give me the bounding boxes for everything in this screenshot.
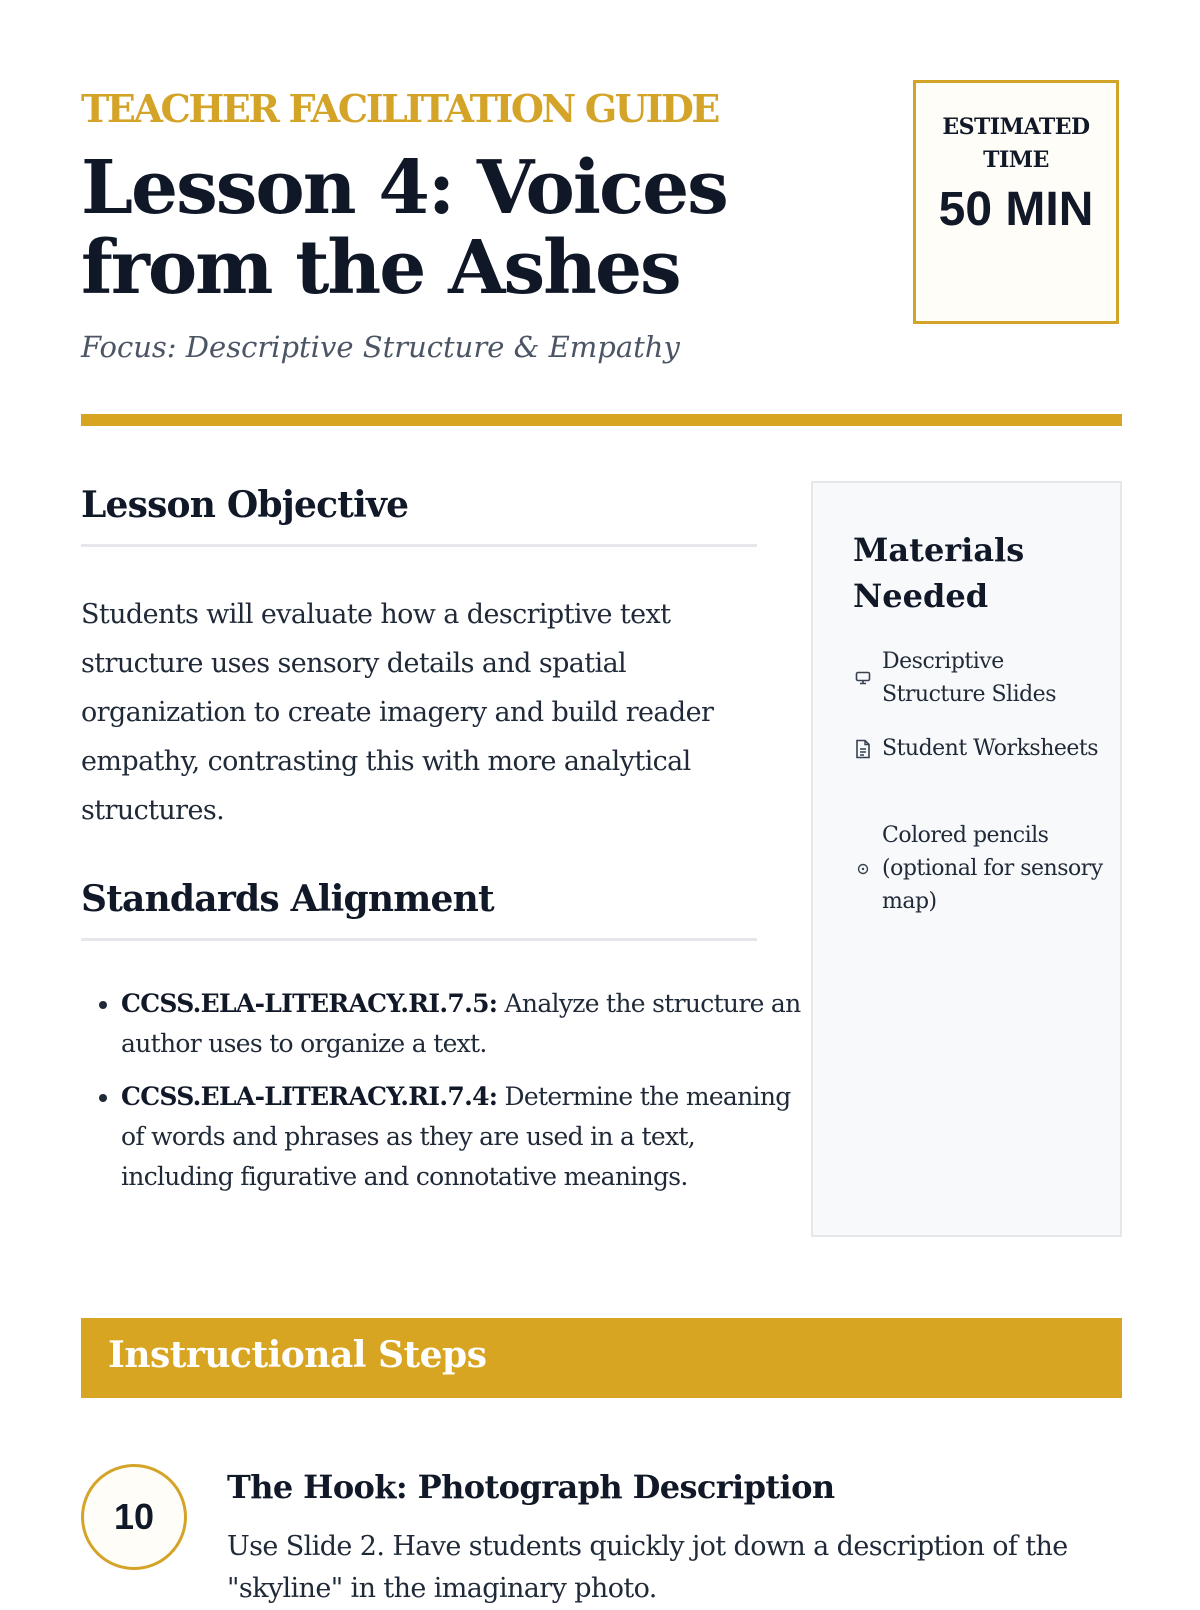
standard-item	[121, 984, 801, 1064]
lesson-subtitle: Focus: Descriptive Structure & Empathy	[81, 330, 680, 364]
step-description: Use Slide 2. Have students quickly jot down a description of the "skyline" in the imaginary photo.	[227, 1531, 1068, 1604]
step-minutes-badge: 10	[81, 1464, 187, 1570]
materials-item-label: Descriptive Structure Slides	[882, 649, 1056, 707]
standards-list	[81, 984, 801, 1210]
standard-code: CCSS.ELA-LITERACY.RI.7.4:	[121, 1082, 498, 1111]
instructional-steps-banner	[81, 1318, 1122, 1398]
materials-item	[853, 819, 1103, 918]
presentation-icon	[853, 671, 873, 685]
materials-item	[853, 732, 1103, 765]
standard-code: CCSS.ELA-LITERACY.RI.7.5:	[121, 989, 498, 1018]
materials-panel	[811, 481, 1122, 1237]
materials-item-label: Colored pencils (optional for sensory map)	[882, 823, 1103, 914]
standard-description: Determine the meaning of words and phrases as they are used in a text, including figurative and connotative meanings.	[121, 1082, 791, 1191]
standards-heading: Standards Alignment	[81, 878, 757, 941]
estimated-time-value: 50 MIN	[938, 183, 1094, 236]
guide-eyebrow: TEACHER FACILITATION GUIDE	[81, 86, 719, 131]
header-divider	[81, 414, 1122, 426]
facilitation-guide-page	[81, 0, 1122, 1604]
step-title: The Hook: Photograph Description	[227, 1468, 835, 1506]
estimated-time-label: ESTIMATED TIME	[942, 114, 1090, 173]
standard-description: Analyze the structure an author uses to organize a text.	[121, 989, 801, 1058]
materials-item-label: Student Worksheets	[882, 736, 1099, 761]
palette-icon	[853, 863, 873, 875]
standard-item	[121, 1077, 801, 1197]
materials-heading: Materials Needed	[853, 531, 1025, 615]
objective-text: Students will evaluate how a descriptive text structure uses sensory details and spatial organization to create imagery and build reader empathy, contrasting this with more analytical structures.	[81, 599, 714, 826]
materials-item	[853, 645, 1103, 711]
estimated-time-box	[913, 80, 1119, 324]
lesson-title: Lesson 4: Voices from the Ashes	[81, 145, 727, 311]
document-icon	[853, 739, 873, 759]
instructional-steps-heading: Instructional Steps	[108, 1334, 487, 1376]
objective-heading: Lesson Objective	[81, 484, 757, 547]
